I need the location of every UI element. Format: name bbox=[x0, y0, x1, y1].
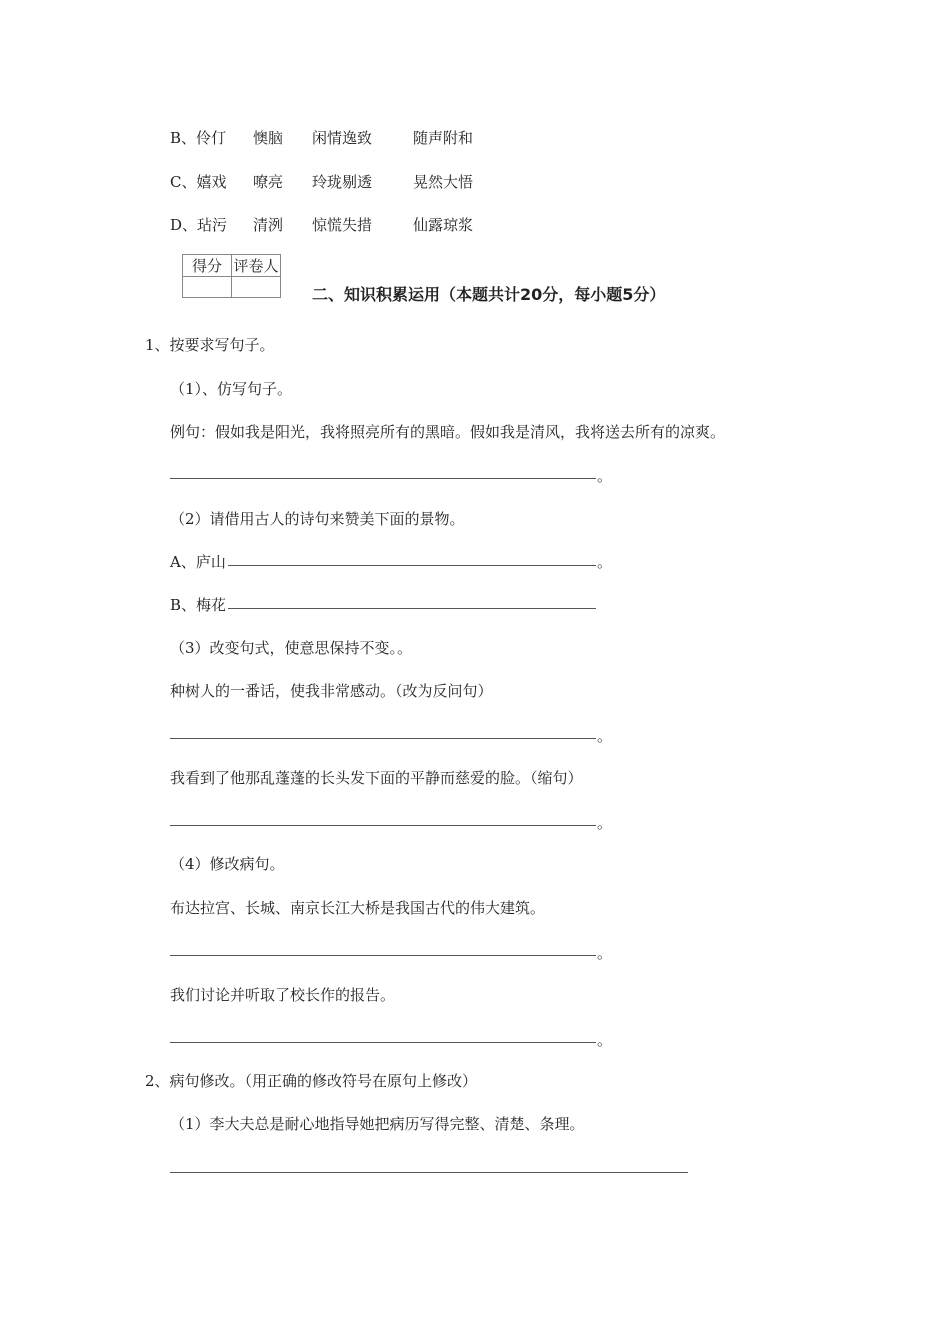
answer-line[interactable] bbox=[170, 955, 596, 956]
score-header: 得分 bbox=[183, 255, 232, 277]
score-cell bbox=[183, 277, 232, 298]
option-row-c bbox=[170, 171, 570, 191]
option-word: 惊慌失措 bbox=[312, 216, 373, 234]
sub-question-4-title: （4）修改病句。 bbox=[170, 855, 285, 873]
question-1-title: 1、按要求写句子。 bbox=[145, 336, 275, 354]
grader-cell bbox=[232, 277, 281, 298]
option-word: 懊脑 bbox=[253, 129, 284, 147]
option-label: C、嬉戏 bbox=[170, 173, 227, 191]
period: 。 bbox=[597, 553, 613, 571]
period: 。 bbox=[597, 1031, 613, 1049]
option-word: 清洌 bbox=[253, 216, 284, 234]
question-2-title: 2、病句修改。（用正确的修改符号在原句上修改） bbox=[145, 1072, 478, 1090]
sentence-item: 我们讨论并听取了校长作的报告。 bbox=[170, 986, 396, 1004]
option-row-d bbox=[170, 214, 570, 234]
option-word: 闲情逸致 bbox=[312, 129, 373, 147]
item-b-label: B、梅花 bbox=[170, 596, 227, 614]
answer-line[interactable] bbox=[228, 565, 596, 566]
grader-header: 评卷人 bbox=[232, 255, 281, 277]
sentence-item: 种树人的一番话，使我非常感动。（改为反问句） bbox=[170, 682, 493, 700]
option-word: 随声附和 bbox=[413, 129, 474, 147]
sub-question-3-title: （3）改变句式，使意思保持不变。。 bbox=[170, 639, 413, 657]
option-label: B、伶仃 bbox=[170, 129, 227, 147]
option-row-b bbox=[170, 127, 570, 147]
period: 。 bbox=[597, 944, 613, 962]
sub-question-2-title: （2）请借用古人的诗句来赞美下面的景物。 bbox=[170, 510, 465, 528]
sub-question-1-title: （1）、仿写句子。 bbox=[170, 380, 293, 398]
sub-question-1: （1）李大夫总是耐心地指导她把病历写得完整、清楚、条理。 bbox=[170, 1115, 585, 1133]
answer-line[interactable] bbox=[170, 478, 596, 479]
answer-line[interactable] bbox=[170, 1042, 596, 1043]
item-a-label: A、庐山 bbox=[170, 553, 226, 571]
period: 。 bbox=[597, 467, 613, 485]
section-title: 二、知识积累运用（本题共计20分，每小题5分） bbox=[312, 285, 666, 304]
example-sentence: 例句：假如我是阳光，我将照亮所有的黑暗。假如我是清风，我将送去所有的凉爽。 bbox=[170, 423, 726, 441]
answer-line[interactable] bbox=[170, 1172, 688, 1173]
answer-line[interactable] bbox=[228, 608, 596, 609]
period: 。 bbox=[597, 727, 613, 745]
sentence-item: 布达拉宫、长城、南京长江大桥是我国古代的伟大建筑。 bbox=[170, 899, 546, 917]
answer-line[interactable] bbox=[170, 825, 596, 826]
option-word: 晃然大悟 bbox=[413, 173, 474, 191]
option-word: 仙露琼浆 bbox=[413, 216, 474, 234]
option-word: 玲珑剔透 bbox=[312, 173, 373, 191]
option-word: 嘹亮 bbox=[253, 173, 284, 191]
score-table bbox=[182, 254, 281, 298]
option-label: D、玷污 bbox=[170, 216, 228, 234]
sentence-item: 我看到了他那乱蓬蓬的长头发下面的平静而慈爱的脸。（缩句） bbox=[170, 769, 583, 787]
answer-line[interactable] bbox=[170, 738, 596, 739]
period: 。 bbox=[597, 814, 613, 832]
